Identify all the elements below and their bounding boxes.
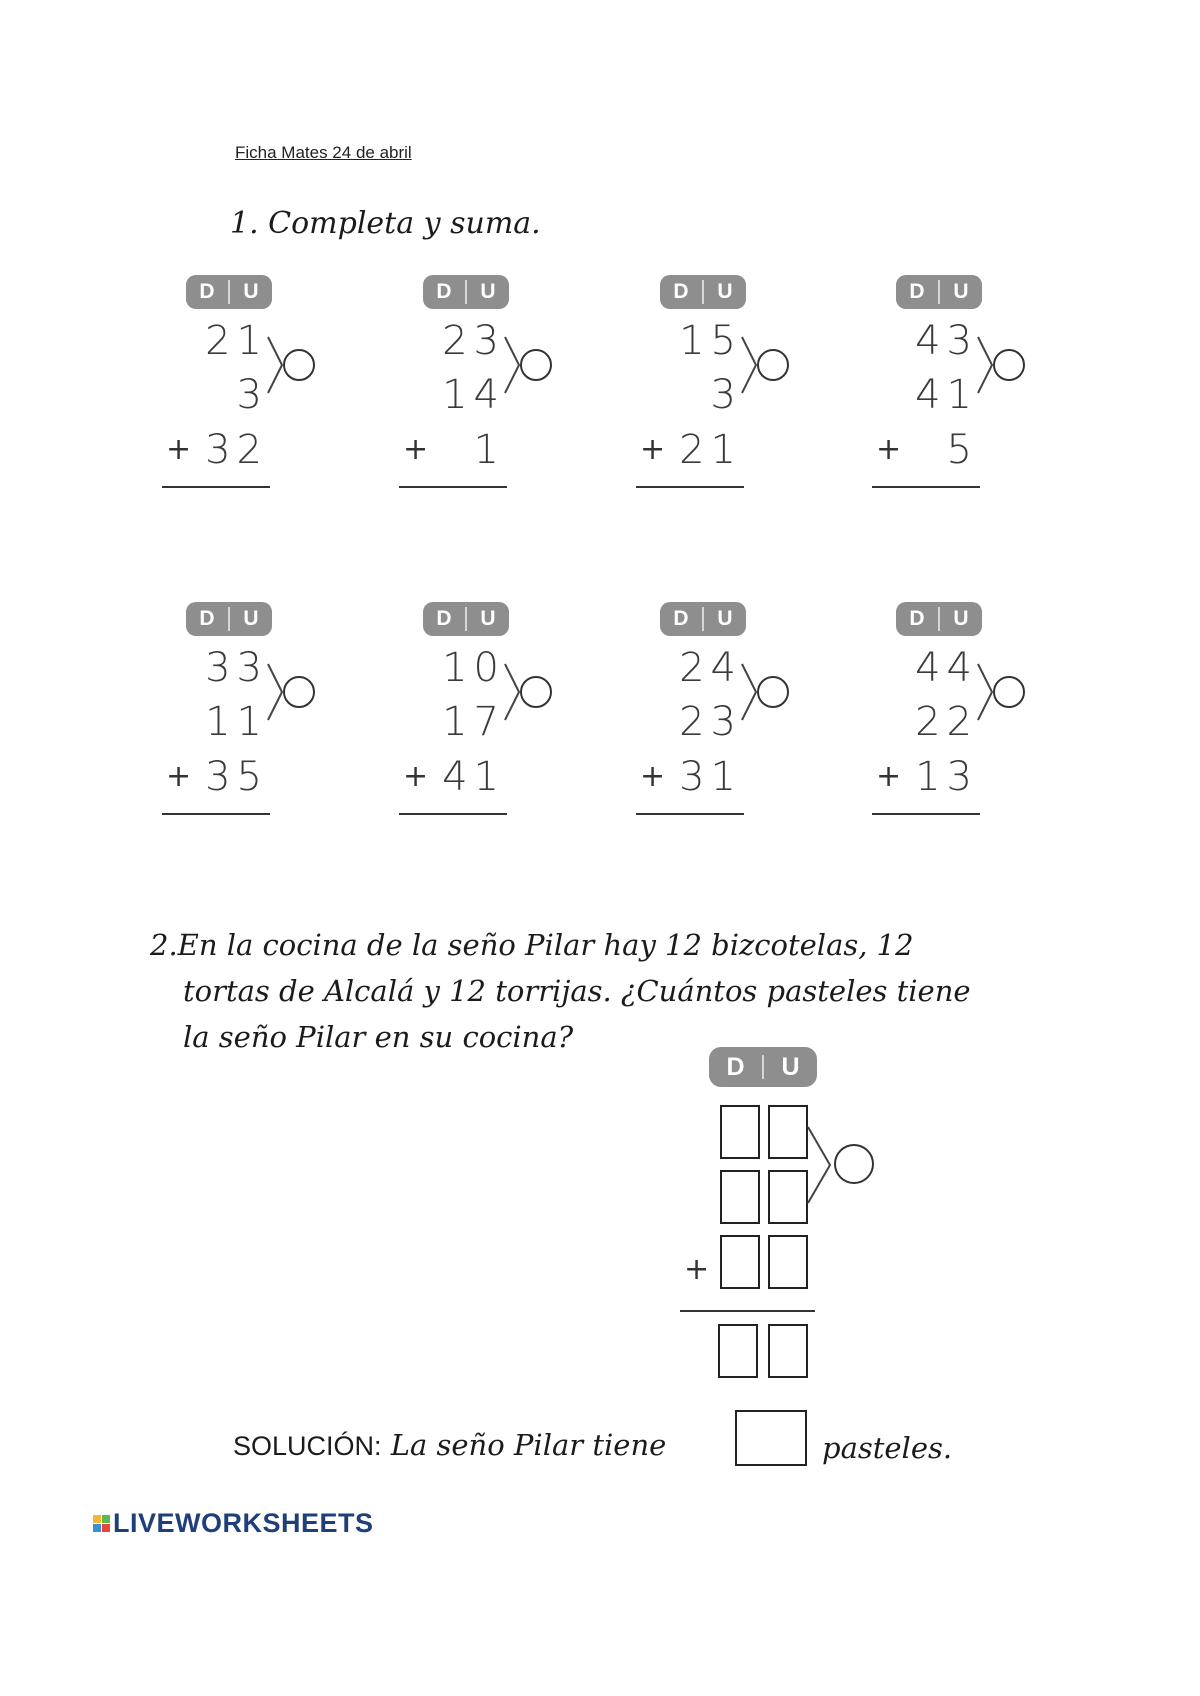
bracket-line <box>808 1127 830 1203</box>
exercise-2-problem <box>150 922 1050 1060</box>
addend-2: 3 <box>710 372 742 418</box>
solution-label: SOLUCIÓN: <box>233 1431 382 1461</box>
exercise-1-instruction: 1. Completa y suma. <box>230 206 541 241</box>
partial-sum-circle[interactable] <box>994 677 1024 707</box>
sum-line <box>162 486 270 488</box>
sum-bracket-circle <box>503 335 563 405</box>
tens-label: D <box>726 1052 745 1081</box>
plus-sign: + <box>166 432 192 467</box>
plus-sign: + <box>403 759 429 794</box>
addend-2: 17 <box>442 699 505 745</box>
answer-box-a-units[interactable] <box>768 1105 808 1159</box>
bracket-line <box>978 664 992 720</box>
plus-sign: + <box>876 432 902 467</box>
partial-sum-circle[interactable] <box>758 677 788 707</box>
solution-sentence <box>233 1428 666 1462</box>
solution-end: pasteles. <box>822 1431 953 1465</box>
sum-line <box>162 813 270 815</box>
sum-line <box>636 486 744 488</box>
plus-sign: + <box>640 759 666 794</box>
partial-sum-circle[interactable] <box>284 677 314 707</box>
addend-3: 31 <box>679 754 742 800</box>
units-label: U <box>480 280 496 303</box>
solution-answer-box[interactable] <box>735 1410 807 1466</box>
addend-2: 41 <box>915 372 978 418</box>
sum-bracket-circle <box>740 335 800 405</box>
solution-text: La seño Pilar tiene <box>390 1428 667 1462</box>
bracket-line <box>742 664 756 720</box>
problem-line: la seño Pilar en su cocina? <box>183 1020 574 1054</box>
bracket-line <box>978 337 992 393</box>
units-label: U <box>717 607 733 630</box>
plus-sign: + <box>876 759 902 794</box>
partial-sum-circle[interactable] <box>758 350 788 380</box>
addend-3: 35 <box>205 754 268 800</box>
addend-2: 22 <box>915 699 978 745</box>
addend-3: 41 <box>442 754 505 800</box>
addend-1: 10 <box>442 645 505 691</box>
du-header <box>660 275 746 309</box>
logo-mark-icon <box>93 1515 110 1532</box>
sum-bracket-circle <box>266 335 326 405</box>
addend-1: 33 <box>205 645 268 691</box>
problem-line: 2.En la cocina de la seño Pilar hay 12 bizcotelas, 12 <box>150 928 914 962</box>
tens-label: D <box>199 607 215 630</box>
du-header <box>709 1047 817 1087</box>
addend-1: 43 <box>915 318 978 364</box>
answer-box-a-tens[interactable] <box>720 1105 760 1159</box>
partial-sum-circle[interactable] <box>284 350 314 380</box>
problem-line: tortas de Alcalá y 12 torrijas. ¿Cuántos pasteles tiene <box>183 974 971 1008</box>
result-box-units[interactable] <box>768 1324 808 1378</box>
partial-sum-circle[interactable] <box>994 350 1024 380</box>
units-label: U <box>953 607 969 630</box>
tens-label: D <box>436 280 452 303</box>
sum-line <box>872 486 980 488</box>
bracket-line <box>505 664 519 720</box>
du-header <box>896 275 982 309</box>
addend-3: 21 <box>679 427 742 473</box>
addend-1: 23 <box>442 318 505 364</box>
addend-2: 11 <box>205 699 268 745</box>
partial-sum-circle[interactable] <box>521 677 551 707</box>
units-label: U <box>243 607 259 630</box>
plus-sign: + <box>640 432 666 467</box>
addend-2: 3 <box>236 372 268 418</box>
addend-1: 15 <box>679 318 742 364</box>
answer-box-b-tens[interactable] <box>720 1170 760 1224</box>
plus-sign: + <box>166 759 192 794</box>
tens-label: D <box>673 607 689 630</box>
sum-line <box>399 813 507 815</box>
du-header <box>423 602 509 636</box>
addend-2: 14 <box>442 372 505 418</box>
sum-line <box>399 486 507 488</box>
worksheet-heading: Ficha Mates 24 de abril <box>235 143 412 162</box>
addend-3: 32 <box>205 427 268 473</box>
sum-line <box>680 1310 815 1312</box>
addend-1: 44 <box>915 645 978 691</box>
result-box-tens[interactable] <box>718 1324 758 1378</box>
du-header <box>896 602 982 636</box>
liveworksheets-logo <box>93 1508 374 1539</box>
answer-box-c-tens[interactable] <box>720 1235 760 1289</box>
answer-box-c-units[interactable] <box>768 1235 808 1289</box>
sum-line <box>636 813 744 815</box>
bracket-line <box>505 337 519 393</box>
sum-line <box>872 813 980 815</box>
bracket-line <box>268 337 282 393</box>
tens-label: D <box>909 607 925 630</box>
plus-sign: + <box>684 1252 710 1287</box>
units-label: U <box>953 280 969 303</box>
units-label: U <box>781 1052 800 1081</box>
plus-sign: + <box>403 432 429 467</box>
partial-sum-circle[interactable] <box>521 350 551 380</box>
sum-bracket-circle <box>740 662 800 732</box>
addend-1: 24 <box>679 645 742 691</box>
sum-bracket-circle <box>976 662 1036 732</box>
du-header <box>660 602 746 636</box>
sum-bracket-circle <box>503 662 563 732</box>
du-header <box>186 602 272 636</box>
units-label: U <box>717 280 733 303</box>
tens-label: D <box>909 280 925 303</box>
sum-bracket-circle <box>266 662 326 732</box>
addend-2: 23 <box>679 699 742 745</box>
partial-sum-circle[interactable] <box>835 1145 873 1183</box>
sum-bracket-circle <box>806 1125 886 1211</box>
addend-3: 5 <box>946 427 978 473</box>
tens-label: D <box>673 280 689 303</box>
sum-bracket-circle <box>976 335 1036 405</box>
answer-box-b-units[interactable] <box>768 1170 808 1224</box>
du-header <box>186 275 272 309</box>
bracket-line <box>268 664 282 720</box>
tens-label: D <box>436 607 452 630</box>
addend-3: 1 <box>473 427 505 473</box>
addend-1: 21 <box>205 318 268 364</box>
du-header <box>423 275 509 309</box>
units-label: U <box>480 607 496 630</box>
tens-label: D <box>199 280 215 303</box>
logo-text: LIVEWORKSHEETS <box>113 1508 374 1538</box>
bracket-line <box>742 337 756 393</box>
units-label: U <box>243 280 259 303</box>
addend-3: 13 <box>915 754 978 800</box>
